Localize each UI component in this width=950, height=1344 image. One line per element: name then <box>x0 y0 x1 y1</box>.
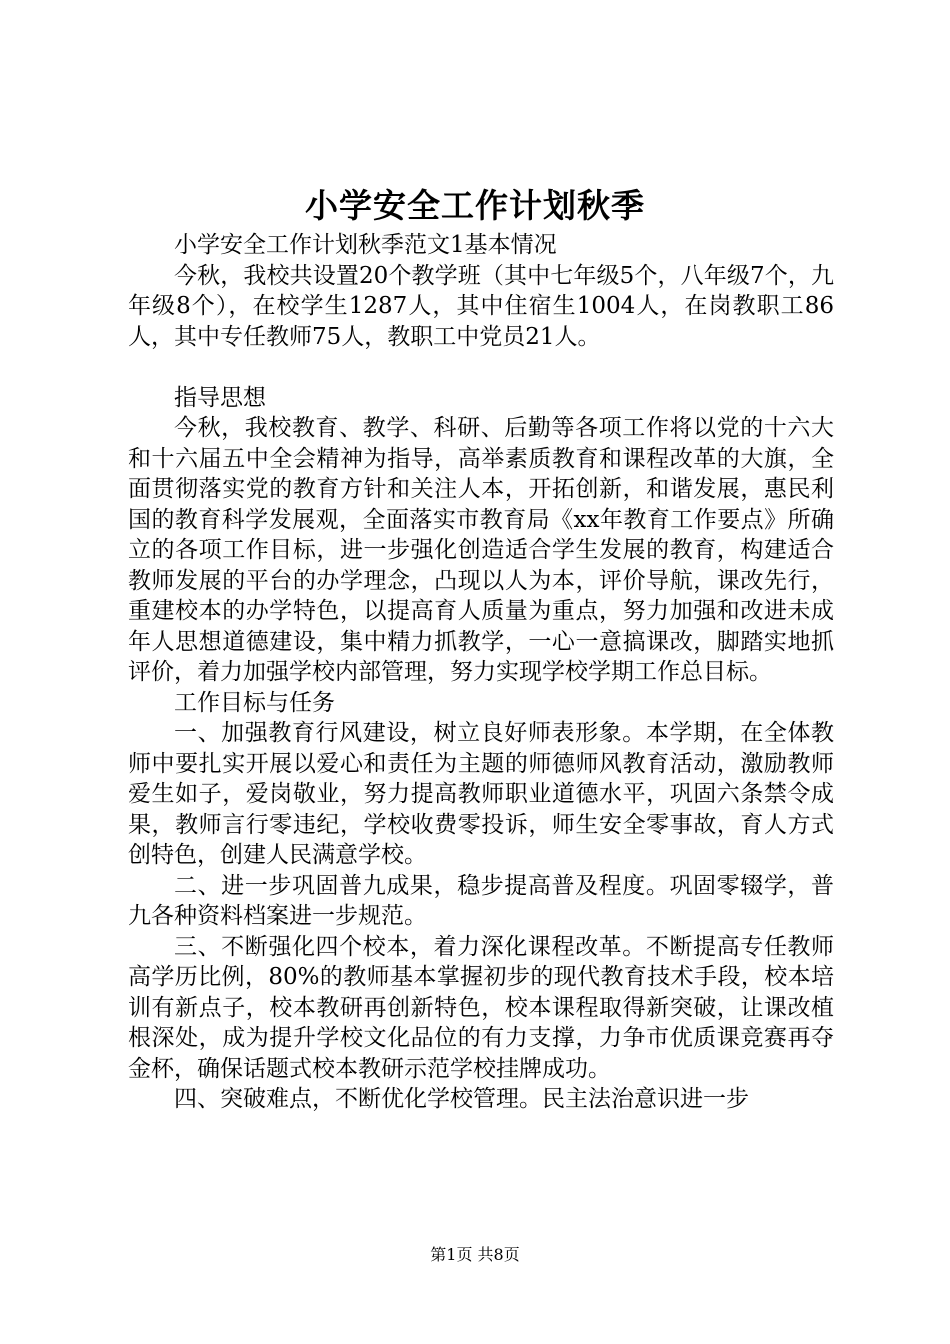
paragraph-goal-3: 三、不断强化四个校本，着力深化课程改革。不断提高专任教师高学历比例，80%的教师基本掌握初步的现代教育技术手段，校本培训有新点子，校本教研再创新特色，校本课程取得新突破，让课改植根深处，成为提升学校文化品位的有力支撑，力争市优质课竞赛再夺金杯，确保话题式校本教研示范学校挂牌成功。 <box>128 933 834 1082</box>
paragraph-goal-1: 一、加强教育行风建设，树立良好师表形象。本学期，在全体教师中要扎实开展以爱心和责任为主题的师德师风教育活动，激励教师爱生如子，爱岗敬业，努力提高教师职业道德水平，巩固六条禁令成果，教师言行零违纪，学校收费零投诉，师生安全零事故，育人方式创特色，创建人民满意学校。 <box>128 720 834 868</box>
page-number-footer: 第1页 共8页 <box>430 1245 520 1264</box>
paragraph-intro-heading: 小学安全工作计划秋季范文1基本情况 <box>174 232 557 258</box>
paragraph-goals-heading: 工作目标与任务 <box>174 689 335 716</box>
document-title: 小学安全工作计划秋季 <box>305 186 645 225</box>
document-body <box>128 230 834 1115</box>
paragraph-goal-4: 四、突破难点，不断优化学校管理。民主法治意识进一步 <box>174 1086 749 1112</box>
paragraph-basic-info: 今秋，我校共设置20个教学班（其中七年级5个，八年级7个，九年级8个），在校学生1287人，其中住宿生1004人，在岗教职工86人，其中专任教师75人，教职工中党员21人。 <box>128 262 834 350</box>
paragraph-goal-2: 二、进一步巩固普九成果，稳步提高普及程度。巩固零辍学，普九各种资料档案进一步规范。 <box>128 872 834 929</box>
paragraph-guiding-heading: 指导思想 <box>174 384 266 411</box>
paragraph-guiding-thought: 今秋，我校教育、教学、科研、后勤等各项工作将以党的十六大和十六届五中全会精神为指导，高举素质教育和课程改革的大旗，全面贯彻落实党的教育方针和关注人本，开拓创新，和谐发展，惠民利国的教育科学发展观，全面落实市教育局《xx年教育工作要点》所确立的各项工作目标，进一步强化创造适合学生发展的教育，构建适合教师发展的平台的办学理念，凸现以人为本，评价导航，课改先行，重建校本的办学特色，以提高育人质量为重点，努力加强和改进未成年人思想道德建设，集中精力抓教学，一心一意搞课改，脚踏实地抓评价，着力加强学校内部管理，努力实现学校学期工作总目标。 <box>128 415 834 685</box>
